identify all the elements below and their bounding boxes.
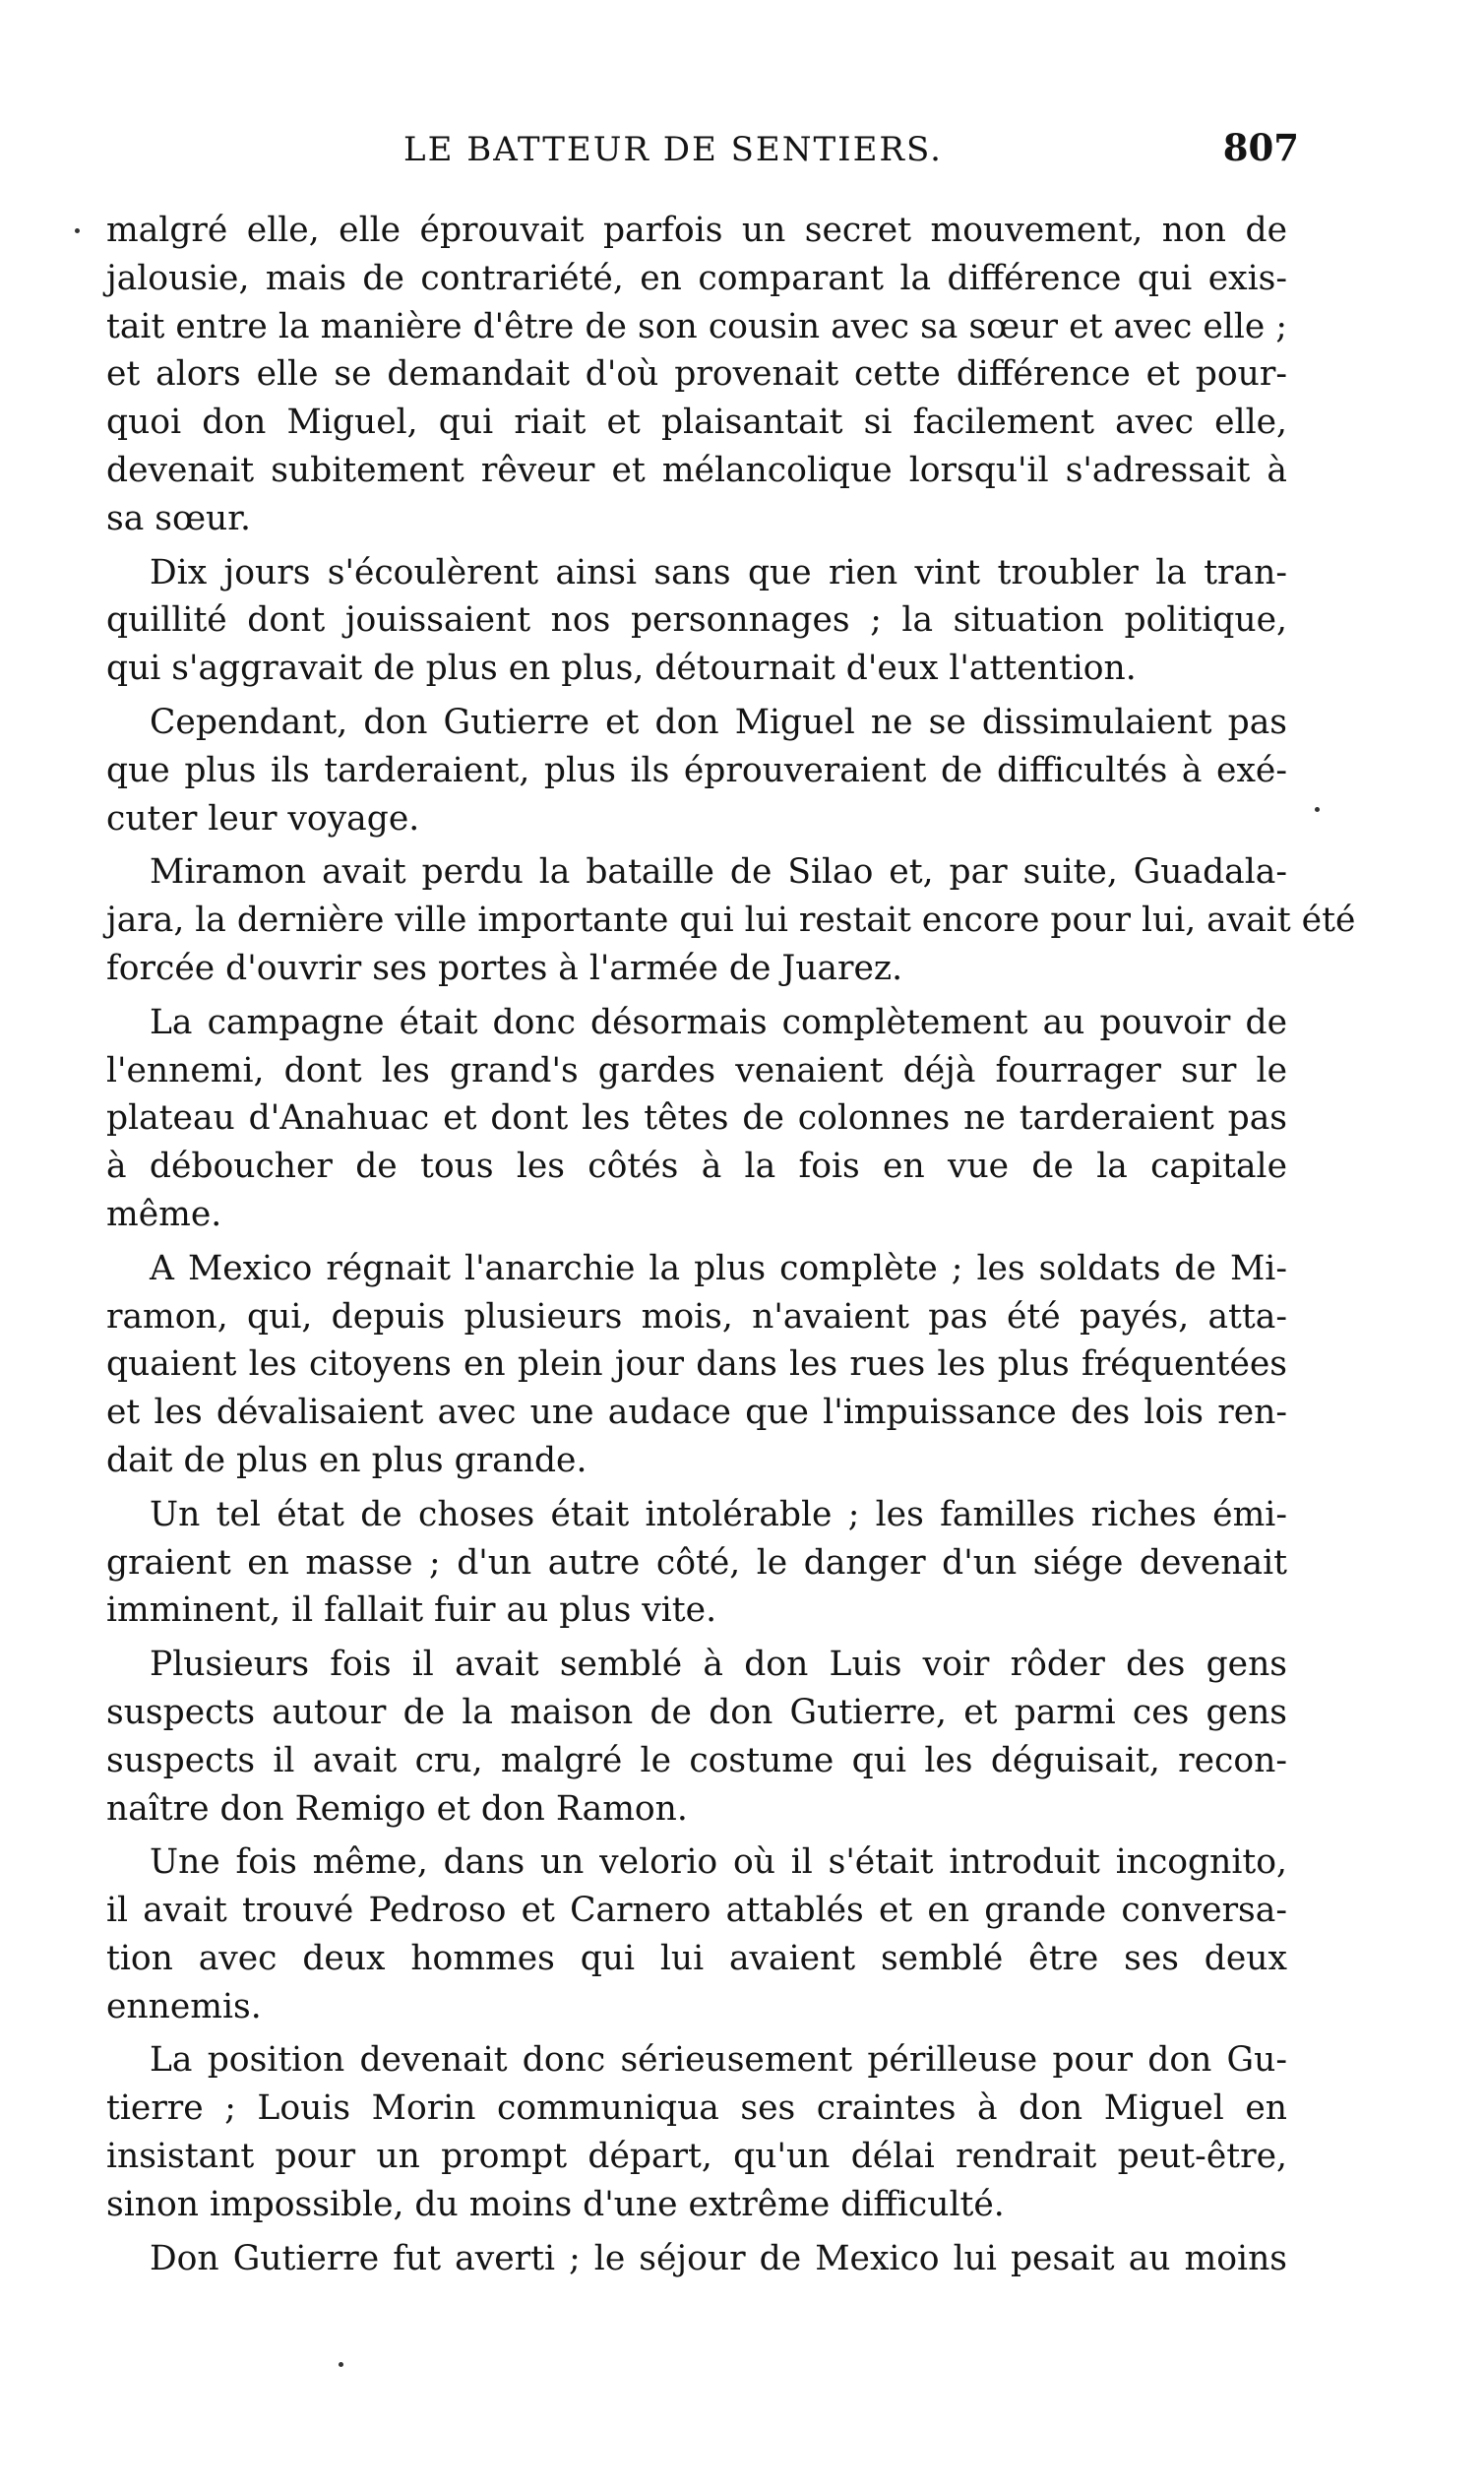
text-line: insistant pour un prompt départ, qu'un délai rendrait peut-être, bbox=[106, 2137, 1287, 2177]
paragraph bbox=[106, 2036, 1287, 2228]
paragraph bbox=[106, 2235, 1287, 2283]
text-line: quillité dont jouissaient nos personnages ; la situation politique, bbox=[106, 600, 1287, 641]
text-line: forcée d'ouvrir ses portes à l'armée de Juarez. bbox=[106, 948, 903, 988]
ink-speck bbox=[75, 228, 80, 233]
text-line: quoi don Miguel, qui riait et plaisantait si facilement avec elle, bbox=[106, 403, 1287, 443]
text-line: et alors elle se demandait d'où provenait cette différence et pour- bbox=[106, 354, 1287, 395]
text-line: imminent, il fallait fuir au plus vite. bbox=[106, 1590, 717, 1631]
text-line: suspects il avait cru, malgré le costume qui les déguisait, recon- bbox=[106, 1740, 1287, 1780]
text-line: à déboucher de tous les côtés à la fois en vue de la capitale bbox=[106, 1147, 1287, 1187]
text-line: quaient les citoyens en plein jour dans les rues les plus fréquentées bbox=[106, 1344, 1287, 1385]
text-line: sinon impossible, du moins d'une extrême difficulté. bbox=[106, 2184, 1005, 2224]
text-line: Miramon avait perdu la bataille de Silao et, par suite, Guadala- bbox=[150, 852, 1287, 893]
text-line: qui s'aggravait de plus en plus, détournait d'eux l'attention. bbox=[106, 649, 1137, 689]
text-line: que plus ils tarderaient, plus ils éprouveraient de difficultés à exé- bbox=[106, 750, 1287, 790]
running-title: LE BATTEUR DE SENTIERS. bbox=[403, 130, 943, 169]
text-line: tierre ; Louis Morin communiqua ses craintes à don Miguel en bbox=[106, 2088, 1287, 2129]
paragraph bbox=[106, 1838, 1287, 2030]
paragraph bbox=[106, 699, 1287, 842]
paragraph bbox=[106, 1641, 1287, 1833]
text-line: Don Gutierre fut averti ; le séjour de Mexico lui pesait au moins bbox=[150, 2238, 1287, 2278]
text-line: même. bbox=[106, 1194, 222, 1234]
paragraph bbox=[106, 207, 1287, 543]
text-line: graient en masse ; d'un autre côté, le danger d'un siége devenait bbox=[106, 1542, 1287, 1583]
paragraph bbox=[106, 549, 1287, 693]
text-line: dait de plus en plus grande. bbox=[106, 1440, 587, 1480]
text-line: Un tel état de choses était intolérable ; les familles riches émi- bbox=[150, 1494, 1287, 1534]
text-line: l'ennemi, dont les grand's gardes venaient déjà fourrager sur le bbox=[106, 1050, 1287, 1090]
text-line: malgré elle, elle éprouvait parfois un secret mouvement, non de bbox=[106, 211, 1287, 250]
text-line: ennemis. bbox=[106, 1986, 262, 2026]
text-line: tait entre la manière d'être de son cousin avec sa sœur et avec elle ; bbox=[106, 306, 1287, 346]
text-line: jara, la dernière ville importante qui lui restait encore pour lui, avait été bbox=[106, 901, 1356, 941]
text-line: jalousie, mais de contrariété, en comparant la différence qui exis- bbox=[106, 258, 1287, 298]
paragraph bbox=[106, 1491, 1287, 1635]
page-number: 807 bbox=[1222, 126, 1299, 169]
text-line: Cependant, don Gutierre et don Miguel ne se dissimulaient pas bbox=[150, 702, 1287, 742]
paragraph bbox=[106, 848, 1356, 992]
text-line: Dix jours s'écoulèrent ainsi sans que rien vint troubler la tran- bbox=[150, 552, 1287, 592]
text-line: Une fois même, dans un velorio où il s'était introduit incognito, bbox=[150, 1842, 1287, 1883]
text-line: A Mexico régnait l'anarchie la plus complète ; les soldats de Mi- bbox=[150, 1248, 1287, 1288]
paragraph bbox=[106, 1245, 1287, 1485]
text-line: devenait subitement rêveur et mélancolique lorsqu'il s'adressait à bbox=[106, 450, 1287, 490]
text-line: Plusieurs fois il avait semblé à don Luis voir rôder des gens bbox=[150, 1645, 1287, 1685]
text-line: La position devenait donc sérieusement périlleuse pour don Gu- bbox=[150, 2040, 1287, 2081]
text-line: plateau d'Anahuac et dont les têtes de colonnes ne tarderaient pas bbox=[106, 1098, 1287, 1139]
text-line: suspects autour de la maison de don Gutierre, et parmi ces gens bbox=[106, 1692, 1287, 1732]
text-line: et les dévalisaient avec une audace que l'impuissance des lois ren- bbox=[106, 1393, 1287, 1433]
text-line: ramon, qui, depuis plusieurs mois, n'avaient pas été payés, atta- bbox=[106, 1296, 1287, 1337]
paragraph bbox=[106, 999, 1287, 1239]
ink-speck bbox=[1315, 807, 1320, 812]
text-line: sa sœur. bbox=[106, 498, 251, 538]
text-line: La campagne était donc désormais complètement au pouvoir de bbox=[150, 1002, 1287, 1042]
text-line: il avait trouvé Pedroso et Carnero attablés et en grande conversa- bbox=[106, 1891, 1287, 1931]
body-text bbox=[106, 207, 1356, 2288]
text-line: naître don Remigo et don Ramon. bbox=[106, 1788, 688, 1829]
ink-speck bbox=[339, 2362, 343, 2367]
text-line: tion avec deux hommes qui lui avaient semblé être ses deux bbox=[106, 1938, 1287, 1978]
text-line: cuter leur voyage. bbox=[106, 798, 420, 839]
